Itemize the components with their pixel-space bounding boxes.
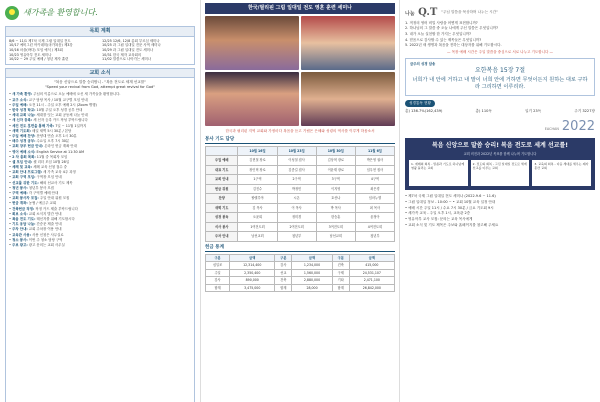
table-cell: 김종길 집사 (277, 165, 316, 175)
table-cell: 1구역 (238, 175, 277, 185)
news-item-label: 청소 봉사: (12, 237, 28, 242)
stat-item: 총) 110독 (475, 109, 492, 114)
prayer-table (205, 146, 395, 242)
table-cell: 주일 (206, 269, 230, 277)
table-cell: 선교 (275, 269, 292, 277)
qt-question: 3. 내가 오늘 실천할 한 가지는 무엇입니까? (405, 31, 471, 36)
news-item-text: 10월 주일 오후 성경 공부 안내 (36, 108, 83, 113)
table-header-cell: 10월 16일 (238, 146, 277, 156)
qt-question: 2. 하나님의 그 말씀 중 오늘 나에게 주신 말씀은 무엇입니까? (405, 26, 498, 31)
news-item-label: 새 가족 환영: (12, 92, 33, 97)
news-item-label: 헌금 계좌: (12, 201, 28, 206)
offering-title: 헌금 통계 (205, 245, 395, 252)
table-cell: 2,880,000 (292, 277, 333, 285)
table-cell: 청년부 (277, 232, 316, 242)
table-cell: 김현철 장로 (238, 156, 277, 166)
news-item-text: 찬양대 연습 오후 1시 30분 (36, 133, 77, 138)
news-item-label: 교회 장부 헌금 안내: (12, 144, 44, 149)
news-list (7, 92, 193, 248)
news-item: • 영어 예배 소식: English Service at 11:30 AM (9, 149, 85, 154)
table-header-cell: 금액 (230, 254, 275, 262)
table-cell: 호산나 (316, 194, 355, 204)
news-item-text: English Service at 11:30 AM (36, 149, 85, 154)
table-row (206, 269, 395, 277)
table-header-cell: 11월 6일 (355, 146, 394, 156)
table-header-cell: 구분 (206, 254, 230, 262)
seminar-title: 한국/필리핀 그림 일대일 전도 영혼 훈련 세미나 (205, 3, 395, 14)
table-cell: 오윤희 (238, 213, 277, 223)
table-row (206, 203, 395, 213)
year-label: EACHAN (544, 127, 559, 132)
schedule-item: 10/22 ~ 29 주일 예배 / 청년 제자 훈련 (9, 57, 69, 62)
news-item: • 청년 봉사: 청년부 봉사 모집 (9, 185, 54, 190)
table-cell: 이윤재 장로 (316, 165, 355, 175)
news-item: • 청소 봉사: 이번 주 청소 담당 구역 (9, 237, 63, 242)
qt-footer: — 목장 예배 시간은 주일 말씀을 중심으로 서로 나누고 기도합니다 — (446, 50, 554, 55)
schedule-item: 10/29 과 그림 일대일 전도 세미나 (102, 47, 154, 52)
seminar-photo (301, 72, 395, 126)
table-cell: 주일 예배 (206, 156, 238, 166)
seminar-photo (301, 16, 395, 70)
news-item-label: 주보 광고: (12, 242, 28, 247)
note-item: • 영유아부 교사 모집: 문의는 교육 목사에게 (405, 216, 473, 221)
photo-caption: 한국과 필리핀 지역 교회와 가정마다 복음을 듣고 기립은 은혜와 성령의 역사를 이루게 하옵소서 (225, 128, 375, 133)
stat-item: 주기 3227장 (574, 109, 595, 114)
table-cell: 기타 (332, 277, 349, 285)
news-item: • 교회 구역 모임: 구역장 모임 안내 (9, 175, 62, 180)
table-cell: 24,531,107 (349, 269, 394, 277)
qt-header (405, 6, 595, 20)
welcome-header (5, 3, 195, 23)
middle-column (200, 0, 400, 402)
offering-header-row (206, 254, 395, 262)
vision-card: 2. 전도의 회복 - 그림 일대일 전도로 세계 선교를 이루는 교회 (471, 160, 530, 186)
table-cell: 청년부 (355, 232, 394, 242)
seminar-photo (205, 16, 299, 70)
prayer-header-row (206, 146, 395, 156)
table-cell: 윤정아 (355, 213, 394, 223)
table-cell: 감사 (206, 277, 230, 285)
news-item-text: 사용 신청은 사무실로 (32, 232, 64, 237)
table-cell: 2구역 (277, 175, 316, 185)
table-cell: 김 목사 (238, 203, 277, 213)
table-cell: 헌금 위원 (206, 184, 238, 194)
news-item: • 교회 안내 프로그램: 새 가족 교육 4주 과정 (9, 170, 76, 175)
news-item: • 새 신자 등록: 새 신자 등록 카드 작성 부탁드립니다 (9, 118, 88, 123)
news-item: • 매주 성경 공부: 수요일 오후 7시 30분 (9, 139, 70, 144)
news-item: • 교회 봉사자 모집: 주일 안내 위원 모집 (9, 196, 70, 201)
news-item-text: 매일 새벽 5시 30분 / 본당 (32, 128, 72, 133)
table-cell: 감사 (275, 262, 292, 270)
news-item-label: 건축헌금 작정: (12, 206, 35, 211)
table-cell: 3구역 (316, 175, 355, 185)
news-item-label: 구역 예배: (12, 191, 28, 196)
news-item-label: 기도 응답 나눔: (12, 222, 36, 227)
news-item-text: 11월 중 목회자 모임 (36, 154, 68, 159)
table-cell: 남선교회 (238, 232, 277, 242)
news-item-text: 해외 선교사 기도 제목 (39, 180, 73, 185)
table-row (206, 184, 395, 194)
table-cell: 이지영 (316, 184, 355, 194)
vision-banner (405, 138, 595, 190)
news-item: • 주보 광고: 광고 문의는 교회 사무실 (9, 242, 65, 247)
table-cell: 박 목사 (316, 203, 355, 213)
news-item-label: 새 신자 등록: (12, 118, 33, 123)
news-item-label: 복음 전도 기도: (12, 216, 36, 221)
news-item: • 주차 안내: 교회 주차장 이용 안내 (9, 227, 62, 232)
bible-text: 너희가 내 안에 거하고 내 말이 너희 안에 거하면 무엇이든지 원하는 대로 구하라 그리하면 이루리라. (412, 76, 588, 91)
offering-table (205, 254, 395, 293)
schedule-item: 10/16 마을(바다) 모임 예식 / 제3회 (9, 47, 63, 52)
news-item-text: 교회 소식지 발간 안내 (28, 211, 62, 216)
table-cell: 십일조 (206, 262, 230, 270)
table-cell: 최 목사 (355, 203, 394, 213)
news-item-label: 교회 구역 모임: (12, 175, 36, 180)
news-item-label: 주차 안내: (12, 227, 28, 232)
news-item-text: 태신자를 위해 기도합시다 (36, 216, 75, 221)
news-item-text: 7일 ~ 11월 1일까지 (55, 123, 87, 128)
table-cell: 28,000 (292, 284, 333, 292)
right-column (400, 0, 600, 402)
table-cell: 1여전도회 (238, 222, 277, 232)
table-cell: 장인혁 장로 (238, 165, 277, 175)
news-item: • 기도 응답 나눔: 간증문 제출 안내 (9, 222, 62, 227)
news-item-text: 세대를 잇는 교회 공동체 나눔 안내 (36, 113, 88, 118)
seminar-photo (205, 72, 299, 126)
news-item: • 새 가족 환영: 주님의 이름으로 오늘 예배에 오신 새 가족들을 환영합니다. (9, 92, 121, 97)
welcome-text: 새가족을 환영합니다. (23, 7, 98, 17)
table-cell: 박은영 권사 (355, 156, 394, 166)
flower-icon (5, 6, 19, 20)
table-cell: 2,350,400 (230, 269, 275, 277)
offering-body (206, 262, 395, 292)
news-item-text: 새 가족 교육 4주 과정 (43, 170, 76, 175)
news-item: • 한국 성경 학교: 10월 주일 오후 성경 공부 안내 (9, 108, 83, 113)
prayer-body (206, 156, 395, 242)
news-item-text: 광고 문의는 교회 사무실 (28, 242, 65, 247)
schedule-title: 목회 계획 (5, 26, 195, 37)
stat-item: 일기 23독 (525, 109, 542, 114)
schedule-box (5, 37, 195, 65)
news-item: • 세례 및 교육: 세례 교육 신청 접수 중 (9, 165, 68, 170)
news-item: • 2 차 총회 목회: 11월 중 목회자 모임 (9, 154, 68, 159)
table-cell: 이 목사 (277, 203, 316, 213)
news-item-label: 2 차 총회 목회: (12, 154, 36, 159)
qt-questions (405, 21, 595, 55)
news-title: 교회 소식 (5, 68, 195, 79)
table-cell: 정미경 (277, 213, 316, 223)
news-item-text: 오전 11시 - 주일 오후 예배 2시 (Zoom 병행) (28, 102, 97, 107)
church-motto (7, 80, 193, 90)
qt-logo-prefix: 나눔 (405, 11, 415, 17)
table-cell: 새벽 기도 (206, 203, 238, 213)
news-item-label: 세례 및 교육: (12, 165, 33, 170)
motto-line: "복음 신앙으로 말씀 승리합니 - "복음 전도로 세계 선교를" (54, 80, 146, 85)
table-cell: 1,560,000 (292, 269, 333, 277)
table-cell: 합계 (206, 284, 230, 292)
table-cell: 이성철 집사 (277, 156, 316, 166)
table-row (206, 284, 395, 292)
news-item-text: 간증문 제출 안내 (36, 222, 62, 227)
news-item-text: 이번 주 청소 담당 구역 (28, 237, 63, 242)
news-item-label: 회보 소식: (12, 211, 28, 216)
table-cell: 최은경 (355, 184, 394, 194)
news-item-text: 교구 담당 목사 / 10월 교구별 모임 안내 (28, 97, 88, 102)
news-item-label: 선교를 위한 기도: (12, 180, 39, 185)
note-item: • 제7차 국제 그림 일대일 전도 세미나 (2022.9.6 ~ 11.6) (405, 194, 496, 199)
table-row (206, 165, 395, 175)
table-cell: 2여전도회 (277, 222, 316, 232)
table-cell: 4여전도회 (355, 222, 394, 232)
table-cell: 구제 (332, 269, 349, 277)
table-row (206, 277, 395, 285)
news-item-text: 구역장 모임 안내 (36, 175, 62, 180)
table-cell: 건축 (332, 262, 349, 270)
left-column (0, 0, 200, 402)
table-cell: 합계 (275, 284, 292, 292)
schedule-item: 10/17 예비그린 아카데미(마가복음) 제3강 (9, 43, 73, 48)
table-header-cell: 구분 (275, 254, 292, 262)
table-cell: 1,234,000 (292, 262, 333, 270)
table-cell: 시온 (277, 194, 316, 204)
motto-line: "Speed your revival from God, attempt great revival for God" (45, 85, 155, 90)
news-item: • 건축헌금 작정: 작정 카드 제출 부탁드립니다 (9, 206, 78, 211)
qt-question: 5. 2022년 새 생명과 복음을 전하는 대상자를 위해 기도합시다. (405, 43, 502, 48)
qt-question: 4. 믿음으로 감사할 수 있는 제목들은 무엇입니까? (405, 37, 482, 42)
banner-subtitle: 교회 비전과 2022년 목표를 함께 나누며 기도합니다 (463, 151, 537, 156)
news-item-label: 주일 예배: (12, 102, 28, 107)
table-cell: 남선교회 (316, 232, 355, 242)
news-item-label: 새벽 기도회: (12, 128, 31, 133)
notes-list (405, 194, 595, 227)
news-item-text: 교회 주차장 이용 안내 (28, 227, 62, 232)
table-cell: 대표 기도 (206, 165, 238, 175)
bible-tag: 금주의 성경 암송 (410, 61, 436, 66)
table-header-cell: 10월 30일 (316, 146, 355, 156)
news-item: • 교구 소식: 교구 담당 목사 / 10월 교구별 모임 안내 (9, 97, 88, 102)
news-item: • 선교를 위한 기도: 해외 선교사 기도 제목 (9, 180, 73, 185)
table-cell: 식사 봉사 (206, 222, 238, 232)
table-row (206, 232, 395, 242)
table-cell: 4구역 (355, 175, 394, 185)
table-cell: 임마누엘 (355, 194, 394, 204)
table-cell: 주차 안내 (206, 232, 238, 242)
news-item-label: 교회 안내 프로그램: (12, 170, 42, 175)
seminar-photos (205, 16, 395, 126)
table-cell: 12,314,400 (230, 262, 275, 270)
news-item-text: 각 구역별 예배 안내 (28, 191, 59, 196)
news-item-label: 셀 모임 안내: (12, 159, 33, 164)
vision-card: 3. 교육의 회복 - 다음 세대를 세우는 제자 훈련 교회 (532, 160, 591, 186)
table-header-cell: 금액 (349, 254, 394, 262)
news-item-label: 교육관 사용: (12, 232, 31, 237)
bible-verse-box (405, 58, 595, 97)
news-item-label: 세대 교회 나눔: (12, 113, 36, 118)
news-item-text: 새 신자 등록 카드 작성 부탁드립니다 (33, 118, 88, 123)
table-row (206, 194, 395, 204)
table-cell: 합계 (332, 284, 349, 292)
note-item: • 새가족 교육 - 주일 오후 1시, 교육관 2층 (405, 211, 471, 216)
news-item-text: 농협 / 예금주 교회 (28, 201, 57, 206)
table-row (206, 222, 395, 232)
stats-pill: 성경통독 현황 (405, 100, 435, 107)
news-item-text: 작정 카드 제출 부탁드립니다 (35, 206, 78, 211)
table-cell: 415,000 (349, 262, 394, 270)
schedule-item: 10/23 영유아부 전도 세미나 (9, 52, 52, 57)
table-cell: 3,475,000 (230, 284, 275, 292)
news-item: • 새벽 기도회: 매일 새벽 5시 30분 / 본당 (9, 128, 72, 133)
news-box (5, 78, 195, 402)
news-item: • 세컨 전도 훈련을 통해 가족: 7일 ~ 11월 1일까지 (9, 123, 87, 128)
stat-item: 총) 136.7%(162,439) (405, 109, 443, 114)
table-cell: 성경 봉독 (206, 213, 238, 223)
news-item: • 셀 모임 안내: 셀 리더 모임 10월 28일 (9, 159, 70, 164)
year-row (405, 118, 595, 136)
news-item: • 복음 전도 기도: 태신자를 위해 기도합시다 (9, 216, 75, 221)
prayer-title: 봉사 기도 담당 (205, 137, 395, 144)
table-cell: 한승훈 (316, 213, 355, 223)
news-item: • 주일 예배 찬양: 찬양대 연습 오후 1시 30분 (9, 133, 77, 138)
reading-stats (405, 109, 595, 114)
table-header-cell: 10월 23일 (277, 146, 316, 156)
table-cell: 26,842,000 (349, 284, 394, 292)
news-item-text: 주님의 이름으로 오늘 예배에 오신 새 가족들을 환영합니다. (33, 92, 121, 97)
news-item: • 교육관 사용: 사용 신청은 사무실로 (9, 232, 64, 237)
news-item-label: 교회 봉사자 모집: (12, 196, 39, 201)
table-cell: 3여전도회 (316, 222, 355, 232)
table-cell: 890,000 (230, 277, 275, 285)
table-row (206, 262, 395, 270)
table-header-cell: 금액 (292, 254, 333, 262)
table-cell: 김진수 (238, 184, 277, 194)
table-cell: 건축 (275, 277, 292, 285)
table-row (206, 175, 395, 185)
table-cell: 2,471,100 (349, 277, 394, 285)
note-item: • 교회 소식 및 기도 제목은 주보와 홈페이지를 참고해 주세요 (405, 222, 499, 227)
table-row (206, 213, 395, 223)
news-item-label: 영어 예배 소식: (12, 149, 36, 154)
note-item: • 그림 일대일 정보 - 10:00 ~ • 교회 10월 교육 일정 안내 (405, 199, 496, 204)
note-item: • 예배 시간 주일 11시 / 수요 7시 30분 / 금요 기도회 9시 (405, 205, 494, 210)
news-item: • 헌금 계좌: 농협 / 예금주 교회 (9, 201, 57, 206)
schedule-item: 10/25 과 그림 일대일 전문 사역 세미나 (102, 43, 161, 48)
news-item-label: 한국 성경 학교: (12, 108, 36, 113)
news-item-text: 청년부 봉사 모집 (28, 185, 54, 190)
news-item-text: 수요일 오후 7시 30분 (36, 139, 70, 144)
news-item-label: 교구 소식: (12, 97, 28, 102)
news-item: • 주일 예배: 오전 11시 - 주일 오후 예배 2시 (Zoom 병행) (9, 102, 97, 107)
table-header-cell: 구분 (332, 254, 349, 262)
table-cell: 박정민 (277, 184, 316, 194)
year-value: 2022 (561, 119, 595, 135)
table-cell: 찬양 (206, 194, 238, 204)
qt-question: 1. 적정의 영어 비밀 사랑을 어떻게 표현합니까? (405, 20, 478, 25)
qt-logo-main: Q.T (418, 7, 438, 18)
banner-title: 복음 신앙으로 말씀 승리! 복음 전도로 세계 선교를! (431, 141, 568, 149)
news-item: • 교회 장부 헌금 안내: 온라인 헌금 계좌 안내 (9, 144, 77, 149)
news-item: • 구역 예배: 각 구역별 예배 안내 (9, 191, 59, 196)
qt-logo (405, 6, 437, 20)
news-item-label: 주일 예배 찬양: (12, 133, 36, 138)
news-item-text: 온라인 헌금 계좌 안내 (44, 144, 77, 149)
table-header-cell (206, 146, 238, 156)
table-cell: 임우현 집사 (355, 165, 394, 175)
news-item: • 회보 소식: 교회 소식지 발간 안내 (9, 211, 62, 216)
schedule-item: 8/6 ~ 11/1 제7차 국제 그림 일대일 전도 (9, 38, 71, 43)
news-item-text: 주일 안내 위원 모집 (39, 196, 70, 201)
news-item-text: 세례 교육 신청 접수 중 (33, 165, 68, 170)
schedule-item: 10/31 한국 제자 교육회의 (102, 52, 142, 57)
table-row (206, 156, 395, 166)
news-item: • 세대 교회 나눔: 세대를 잇는 교회 공동체 나눔 안내 (9, 113, 88, 118)
vision-card: 1. 예배의 회복 - 말씀과 기도로 하나님께 영광 돌리는 교회 (409, 160, 468, 186)
news-item-text: 셀 리더 모임 10월 28일 (33, 159, 70, 164)
qt-subtitle: "주님 말씀을 묵상하며 나누는 시간" (441, 10, 498, 15)
banner-cards (409, 160, 591, 186)
news-item-label: 청년 봉사: (12, 185, 28, 190)
schedule-item: 12/25 12/6, 12/8 총회 부르심 세미나 (102, 38, 160, 43)
table-cell: 할렐루야 (238, 194, 277, 204)
bible-reference: 요한복음 15장 7절 (474, 66, 526, 74)
news-item-label: 세컨 전도 훈련을 통해 가족: (12, 123, 55, 128)
schedule-item: 11/02 말씀으로 나아가는 세미나 (102, 57, 152, 62)
news-item-label: 매주 성경 공부: (12, 139, 36, 144)
table-cell: 김상혁 장로 (316, 156, 355, 166)
table-cell: 교회 안내 (206, 175, 238, 185)
